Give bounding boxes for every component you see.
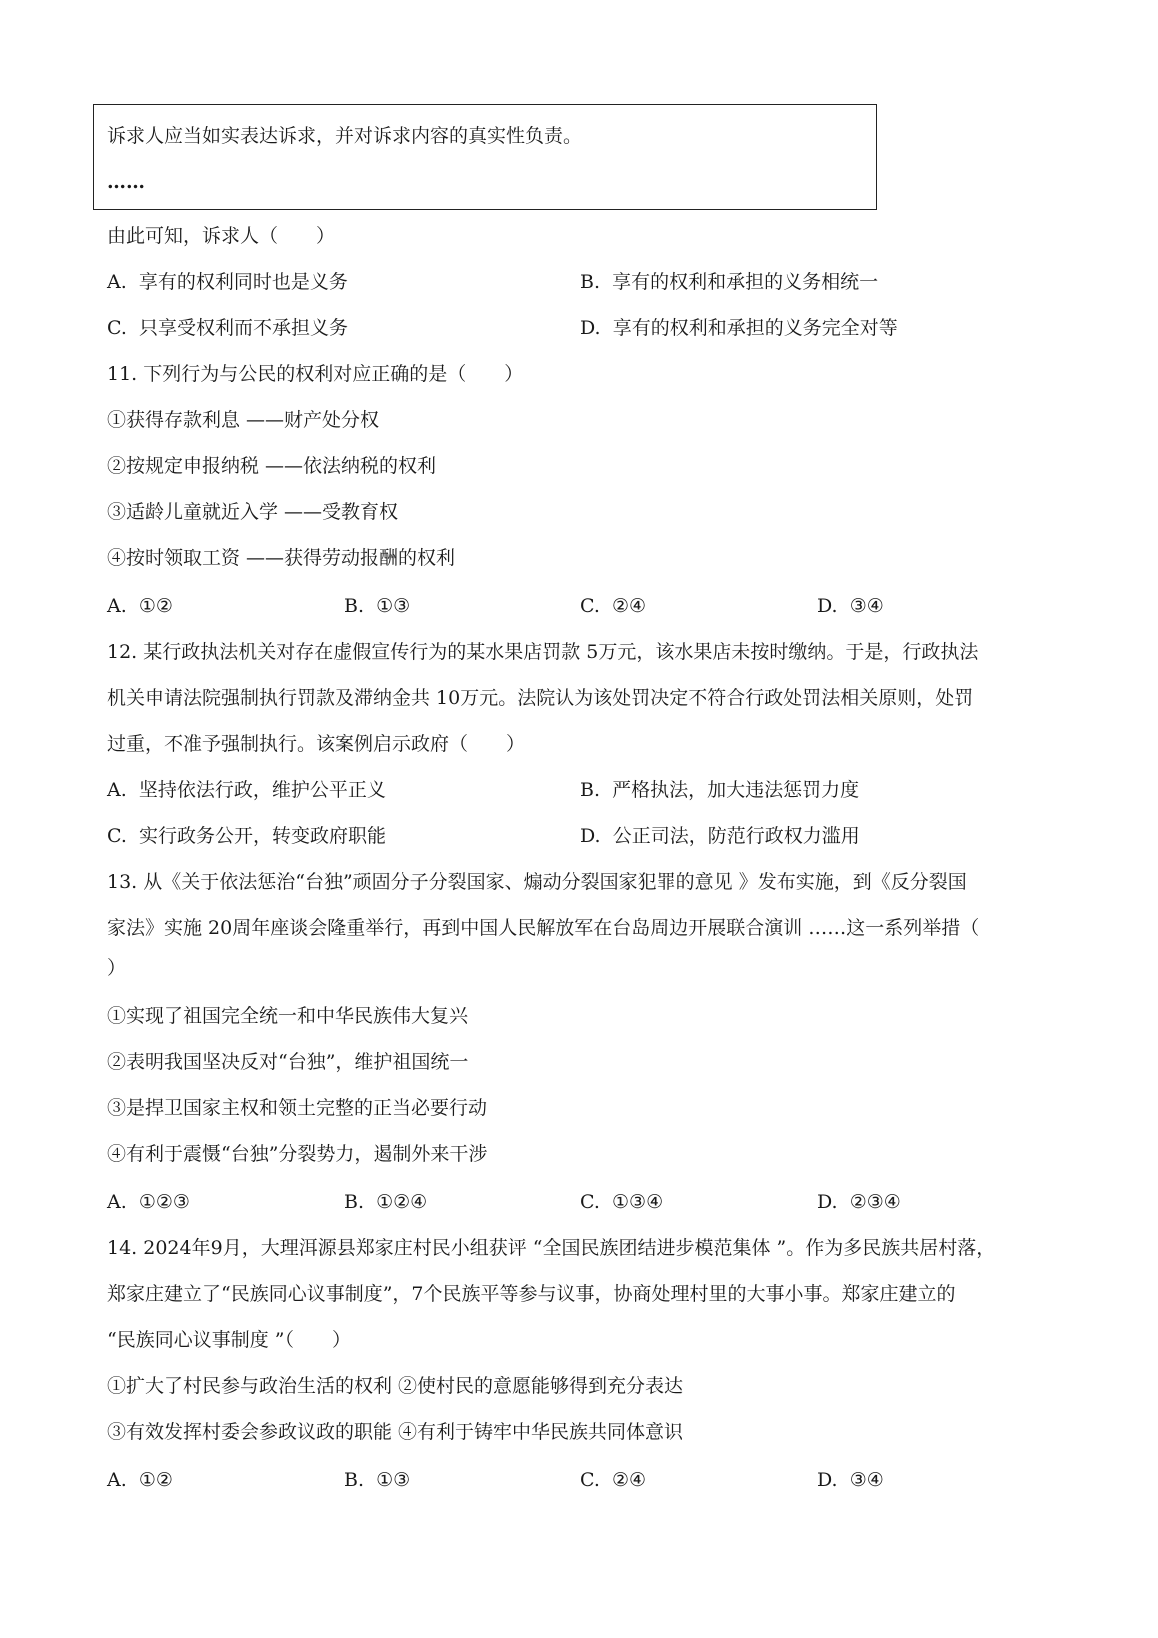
q13-item-2: ②表明我国坚决反对“台独”，维护祖国统一 [107, 1051, 469, 1073]
q13-option-b: B. ①②④ [344, 1191, 428, 1213]
q14-stem-line-2: 郑家庄建立了“民族同心议事制度”，7个民族平等参与议事，协商处理村里的大事小事。郑家庄建立的 [107, 1283, 956, 1305]
quote-line-1: 诉求人应当如实表达诉求，并对诉求内容的真实性负责。 [107, 125, 583, 147]
q11-item-3: ③适龄儿童就近入学 ——受教育权 [107, 501, 399, 523]
q10-option-c: C. 只享受权利而不承担义务 [107, 317, 349, 339]
q12-stem-line-2: 机关申请法院强制执行罚款及滞纳金共 10万元。法院认为该处罚决定不符合行政处罚法相关原则，处罚 [107, 687, 974, 709]
q10-option-a: A. 享有的权利同时也是义务 [107, 271, 348, 293]
q10-option-d: D. 享有的权利和承担的义务完全对等 [580, 317, 898, 339]
q11-option-d: D. ③④ [817, 595, 884, 617]
q12-stem-line-1: 12. 某行政执法机关对存在虚假宣传行为的某水果店罚款 5万元，该水果店未按时缴纳。于是，行政执法 [107, 641, 979, 663]
q12-option-a: A. 坚持依法行政，维护公平正义 [107, 779, 386, 801]
q14-items-line-2: ③有效发挥村委会参政议政的职能 ④有利于铸牢中华民族共同体意识 [107, 1421, 684, 1443]
q11-stem: 11. 下列行为与公民的权利对应正确的是（ ） [107, 363, 524, 385]
q10-stem: 由此可知，诉求人（ ） [107, 225, 336, 247]
q14-option-a: A. ①② [107, 1469, 173, 1491]
quote-line-2: …… [107, 171, 145, 193]
q11-item-2: ②按规定申报纳税 ——依法纳税的权利 [107, 455, 437, 477]
q14-stem-line-3: “民族同心议事制度 ”（ ） [107, 1329, 351, 1351]
q10-option-b: B. 享有的权利和承担的义务相统一 [580, 271, 879, 293]
q14-option-d: D. ③④ [817, 1469, 884, 1491]
q13-stem-line-1: 13. 从《关于依法惩治“台独”顽固分子分裂国家、煽动分裂国家犯罪的意见 》发布实施，到《反分裂国 [107, 871, 967, 893]
q11-option-b: B. ①③ [344, 595, 411, 617]
q13-option-a: A. ①②③ [107, 1191, 190, 1213]
q13-option-d: D. ②③④ [817, 1191, 901, 1213]
q13-item-3: ③是捍卫国家主权和领土完整的正当必要行动 [107, 1097, 488, 1119]
q14-items-line-1: ①扩大了村民参与政治生活的权利 ②使村民的意愿能够得到充分表达 [107, 1375, 684, 1397]
q13-stem-line-3: ） [107, 957, 127, 979]
q11-item-4: ④按时领取工资 ——获得劳动报酬的权利 [107, 547, 456, 569]
q12-stem-line-3: 过重，不准予强制执行。该案例启示政府（ ） [107, 733, 526, 755]
q11-item-1: ①获得存款利息 ——财产处分权 [107, 409, 380, 431]
q13-item-1: ①实现了祖国完全统一和中华民族伟大复兴 [107, 1005, 469, 1027]
q11-option-a: A. ①② [107, 595, 173, 617]
q14-stem-line-1: 14. 2024年9月，大理洱源县郑家庄村民小组获评 “全国民族团结进步模范集体 ”。作为多民族共居村落， [107, 1237, 996, 1259]
q11-option-c: C. ②④ [580, 595, 647, 617]
q14-option-b: B. ①③ [344, 1469, 411, 1491]
q12-option-d: D. 公正司法，防范行政权力滥用 [580, 825, 860, 847]
q12-option-b: B. 严格执法，加大违法惩罚力度 [580, 779, 860, 801]
q13-option-c: C. ①③④ [580, 1191, 664, 1213]
q13-stem-line-2: 家法》实施 20周年座谈会隆重举行，再到中国人民解放军在台岛周边开展联合演训 ……这一系列举措（ [107, 917, 980, 939]
quote-box [93, 104, 877, 210]
q14-option-c: C. ②④ [580, 1469, 647, 1491]
q12-option-c: C. 实行政务公开，转变政府职能 [107, 825, 387, 847]
q13-item-4: ④有利于震慑“台独”分裂势力，遏制外来干涉 [107, 1143, 488, 1165]
